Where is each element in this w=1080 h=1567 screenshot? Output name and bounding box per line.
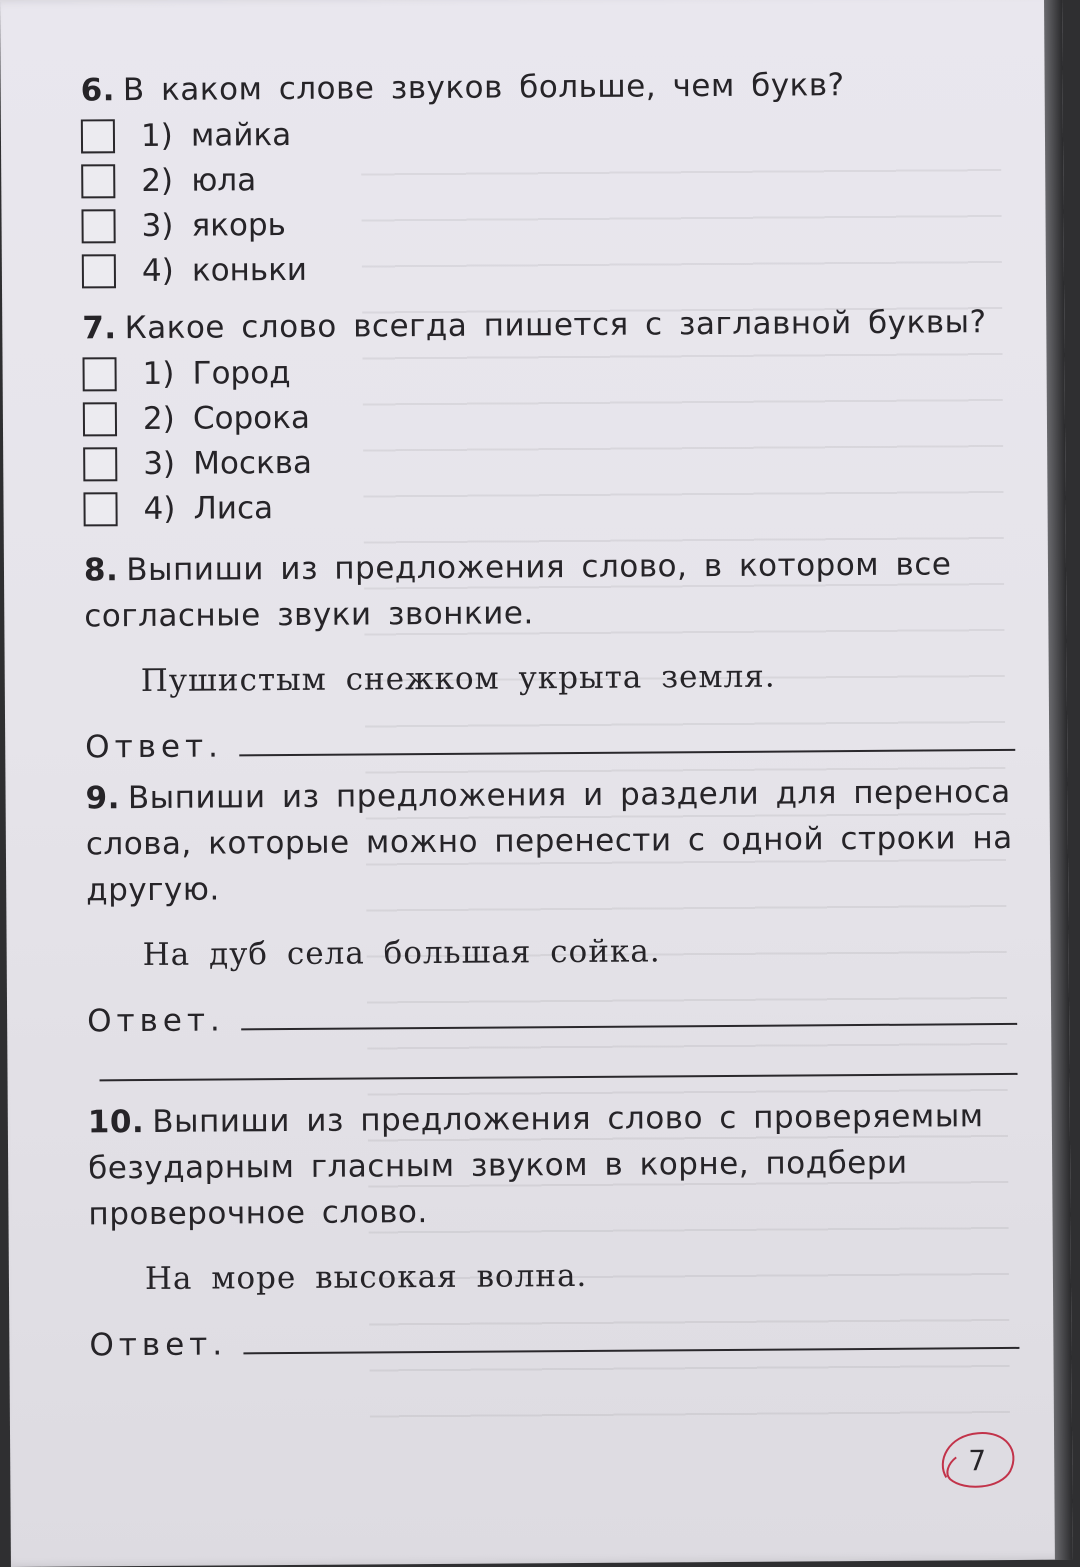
question-9-sentence: На дуб села большая сойка. bbox=[142, 933, 661, 974]
question-10-text: Выпиши из предложения слово с проверяемым безударным гласным звуком в корне, подбери проверочное слово. bbox=[88, 1098, 984, 1233]
option-text: юла bbox=[191, 161, 257, 199]
question-7-number: 7. bbox=[82, 310, 117, 347]
question-7 bbox=[82, 299, 1014, 531]
option-number: 3) bbox=[143, 445, 176, 482]
q6-option-1[interactable] bbox=[81, 107, 1011, 158]
question-6-number: 6. bbox=[80, 72, 116, 109]
question-6 bbox=[80, 61, 1012, 293]
option-number: 3) bbox=[141, 207, 174, 244]
checkbox[interactable] bbox=[82, 357, 116, 391]
checkbox[interactable] bbox=[83, 492, 117, 526]
question-8-heading bbox=[84, 541, 1015, 639]
checkbox[interactable] bbox=[83, 447, 117, 481]
page-number bbox=[934, 1427, 1020, 1494]
q7-option-4[interactable] bbox=[83, 480, 1013, 531]
checkbox[interactable] bbox=[81, 209, 115, 243]
page-edge-shadow bbox=[1044, 0, 1073, 1560]
option-text: Москва bbox=[193, 444, 313, 482]
question-6-text: В каком слове звуков больше, чем букв? bbox=[122, 67, 845, 109]
checkbox[interactable] bbox=[82, 254, 116, 288]
option-text: Сорока bbox=[192, 399, 311, 437]
answer-line[interactable] bbox=[239, 749, 1015, 756]
question-9-number: 9. bbox=[85, 780, 121, 817]
option-text: коньки bbox=[191, 251, 308, 289]
answer-line[interactable] bbox=[243, 1347, 1019, 1354]
question-9-heading bbox=[85, 769, 1016, 913]
q7-option-1[interactable] bbox=[82, 345, 1012, 396]
q7-option-3[interactable] bbox=[83, 435, 1013, 486]
q6-option-2[interactable] bbox=[81, 152, 1011, 203]
question-9 bbox=[85, 769, 1017, 1081]
q6-option-4[interactable] bbox=[82, 242, 1012, 293]
option-text: якорь bbox=[191, 206, 286, 244]
answer-label: Ответ. bbox=[85, 728, 224, 766]
answer-label: Ответ. bbox=[87, 1002, 225, 1040]
answer-line-2[interactable] bbox=[100, 1073, 1018, 1081]
answer-line[interactable] bbox=[241, 1023, 1017, 1030]
option-number: 1) bbox=[142, 355, 175, 392]
question-10 bbox=[88, 1093, 1020, 1363]
page-number-text: 7 bbox=[968, 1443, 987, 1477]
option-text: майка bbox=[190, 116, 292, 154]
question-10-heading bbox=[88, 1093, 1019, 1237]
question-10-number: 10. bbox=[87, 1104, 145, 1141]
q6-option-3[interactable] bbox=[81, 197, 1011, 248]
question-8-answer[interactable] bbox=[85, 715, 1015, 765]
option-text: Лиса bbox=[193, 489, 274, 527]
q7-option-2[interactable] bbox=[83, 390, 1013, 441]
question-6-heading bbox=[80, 61, 1010, 113]
option-number: 4) bbox=[141, 252, 174, 289]
question-9-answer[interactable] bbox=[87, 989, 1017, 1039]
question-8-number: 8. bbox=[83, 552, 119, 589]
question-8-text: Выпиши из предложения слово, в котором все согласные звуки звонкие. bbox=[84, 546, 952, 635]
answer-label: Ответ. bbox=[89, 1326, 228, 1364]
question-8-sentence: Пушистым снежком укрыта земля. bbox=[140, 658, 776, 700]
checkbox[interactable] bbox=[81, 164, 115, 198]
question-7-heading bbox=[82, 299, 1012, 351]
option-number: 1) bbox=[140, 117, 173, 154]
question-8 bbox=[84, 541, 1015, 765]
question-10-answer[interactable] bbox=[89, 1313, 1019, 1363]
option-number: 4) bbox=[143, 490, 176, 527]
checkbox[interactable] bbox=[83, 402, 117, 436]
checkbox[interactable] bbox=[81, 119, 115, 153]
option-text: Город bbox=[192, 354, 291, 392]
question-10-sentence: На море высокая волна. bbox=[144, 1257, 588, 1298]
question-9-text: Выпиши из предложения и раздели для переноса слова, которые можно перенести с одной строки на другую. bbox=[85, 773, 1013, 909]
option-number: 2) bbox=[141, 162, 174, 199]
option-number: 2) bbox=[142, 400, 175, 437]
question-7-text: Какое слово всегда пишется с заглавной буквы? bbox=[124, 304, 987, 347]
